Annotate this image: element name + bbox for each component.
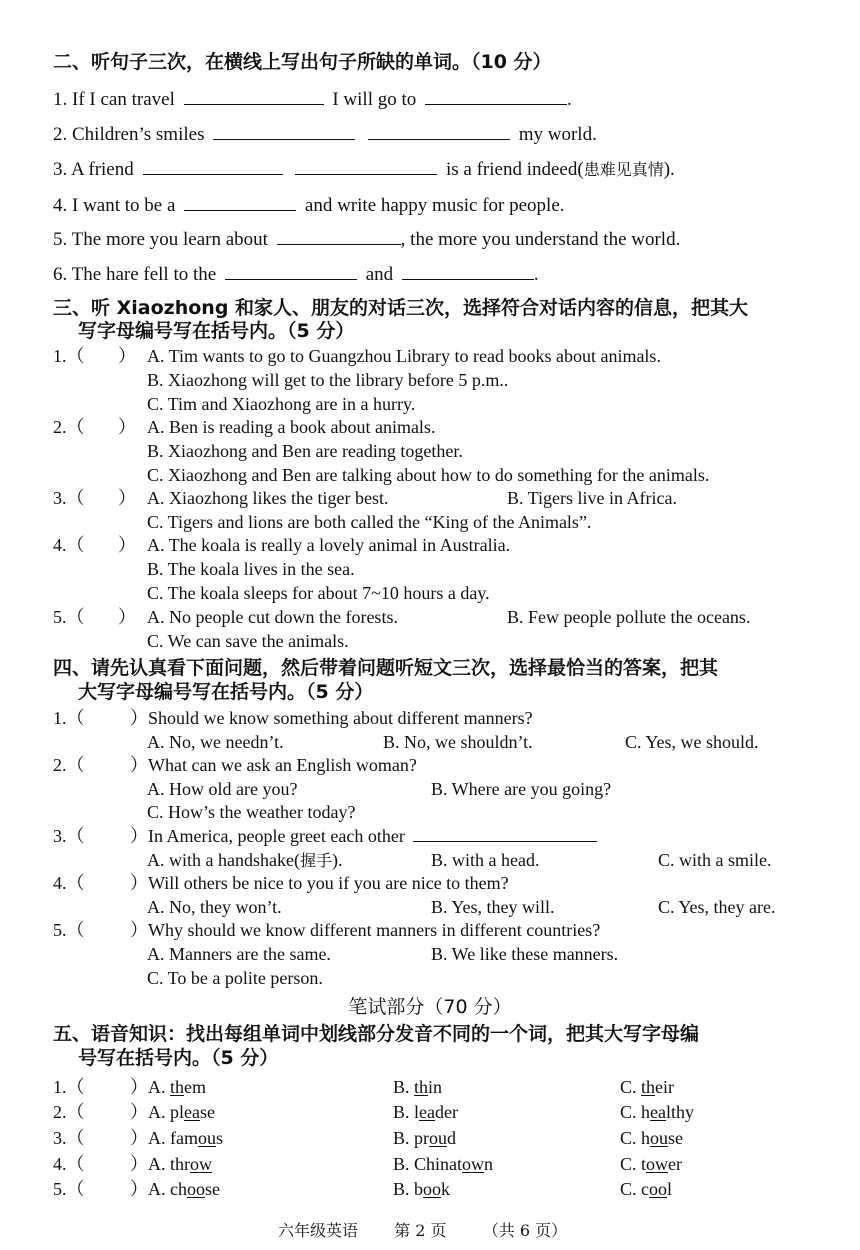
text: 4.（ — [53, 535, 85, 555]
text: ） — [118, 417, 136, 437]
q5-3-bracket[interactable] — [130, 1129, 148, 1147]
q5-1-number — [53, 1078, 85, 1096]
text: lthy — [666, 1102, 695, 1122]
text: 3. A friend — [53, 159, 134, 180]
text: B. — [393, 1077, 415, 1097]
q4-3-number — [53, 827, 85, 845]
text: 1.（ — [53, 708, 85, 728]
q4-4-number — [53, 874, 85, 892]
text: my world. — [518, 124, 597, 145]
text: 5.（ — [53, 607, 85, 627]
q3-5-number — [53, 608, 85, 626]
answer-blank[interactable] — [184, 103, 324, 105]
q5-1-bracket[interactable] — [130, 1078, 148, 1096]
q5-2-option-b — [393, 1103, 458, 1121]
q4-4-option-b: B. Yes, they will. — [431, 897, 555, 917]
q5-5-option-b — [393, 1180, 450, 1198]
q3-5-option-a: A. No people cut down the forests. — [147, 607, 398, 627]
q5-1-option-c — [620, 1078, 674, 1096]
q3-2-option-a: A. Ben is reading a book about animals. — [147, 417, 436, 437]
answer-blank[interactable] — [295, 173, 437, 175]
section-3-title-line2: 写字母编号写在括号内。（5 分） — [78, 320, 355, 342]
underlined-part: ea — [419, 1102, 435, 1122]
text: 3.（ — [53, 488, 85, 508]
underlined-part: th — [641, 1077, 656, 1097]
underlined-part: ou — [650, 1128, 669, 1148]
text: ） — [130, 920, 148, 940]
text: . — [567, 89, 572, 110]
text: 2.（ — [53, 755, 85, 775]
q3-4-option-a: A. The koala is really a lovely animal in Australia. — [147, 535, 511, 555]
text: and — [365, 264, 394, 285]
q4-3-option-c: C. with a smile. — [658, 850, 772, 870]
footer-total-pages: （共 6 页） — [482, 1221, 568, 1240]
q4-1-question: Should we know something about different manners? — [148, 708, 533, 728]
text: A. pl — [148, 1102, 184, 1122]
text: , the more you understand the world. — [400, 229, 681, 250]
underlined-part: oo — [187, 1179, 205, 1199]
text: 2.（ — [53, 1102, 85, 1122]
q3-1-option-a: A. Tim wants to go to Guangzhou Library to read books about animals. — [147, 346, 661, 366]
text: C. c — [620, 1179, 649, 1199]
underlined-part: ou — [197, 1128, 216, 1148]
q3-1-bracket[interactable] — [118, 347, 136, 365]
text: B. l — [393, 1102, 420, 1122]
q4-4-option-c: C. Yes, they are. — [658, 897, 776, 917]
sentence-5 — [53, 230, 680, 249]
q5-5-bracket[interactable] — [130, 1180, 148, 1198]
answer-blank[interactable] — [368, 138, 510, 140]
answer-blank[interactable] — [225, 278, 357, 280]
q4-3-option-b: B. with a head. — [431, 850, 540, 870]
q3-3-bracket[interactable] — [118, 489, 136, 507]
text: In America, people greet each other — [148, 826, 405, 846]
q4-5-option-a: A. Manners are the same. — [147, 944, 331, 964]
text: 2. Children’s smiles — [53, 124, 205, 145]
text: B. b — [393, 1179, 424, 1199]
q4-1-option-b: B. No, we shouldn’t. — [383, 732, 533, 752]
q5-4-option-a — [148, 1155, 212, 1173]
text: 3.（ — [53, 826, 85, 846]
sentence-4 — [53, 196, 565, 215]
q4-4-question: Will others be nice to you if you are nice to them? — [148, 873, 509, 893]
text: C. t — [620, 1154, 647, 1174]
q3-5-bracket[interactable] — [118, 608, 136, 626]
answer-blank[interactable] — [277, 243, 401, 245]
q4-1-option-a: A. No, we needn’t. — [147, 732, 284, 752]
text: A. with a handshake( — [147, 850, 300, 870]
answer-blank[interactable] — [143, 173, 283, 175]
section-2-title: 二、听句子三次，在横线上写出句子所缺的单词。（10 分） — [53, 51, 552, 73]
section-5-title: 五、语音知识：找出每组单词中划线部分发音不同的一个词，把其大写字母编 — [53, 1023, 700, 1045]
q5-2-bracket[interactable] — [130, 1103, 148, 1121]
text: B. Chinat — [393, 1154, 463, 1174]
q3-2-option-c: C. Xiaozhong and Ben are talking about how to do something for the animals. — [147, 465, 710, 485]
q3-4-bracket[interactable] — [118, 536, 136, 554]
text: ） — [130, 1102, 148, 1122]
sentence-3 — [53, 160, 675, 179]
text: n — [484, 1154, 494, 1174]
answer-blank[interactable] — [213, 138, 355, 140]
q3-2-option-b: B. Xiaozhong and Ben are reading together. — [147, 441, 463, 461]
text: se — [668, 1128, 684, 1148]
q5-5-option-a — [148, 1180, 220, 1198]
footer-subject: 六年级英语 — [278, 1221, 359, 1240]
q5-3-number — [53, 1129, 85, 1147]
text: ). — [331, 850, 343, 870]
text: 5.（ — [53, 920, 85, 940]
q3-2-number — [53, 418, 85, 436]
q4-2-option-b: B. Where are you going? — [431, 779, 612, 799]
q4-5-option-c: C. To be a polite person. — [147, 968, 323, 988]
underlined-part: ea — [650, 1102, 666, 1122]
text: ） — [130, 1179, 148, 1199]
answer-blank[interactable] — [413, 840, 597, 842]
text: ） — [118, 346, 136, 366]
text: is a friend indeed( — [446, 159, 584, 180]
text: A. fam — [148, 1128, 198, 1148]
text: ） — [130, 1128, 148, 1148]
text: C. h — [620, 1128, 651, 1148]
text: 4.（ — [53, 1154, 85, 1174]
text: ） — [118, 607, 136, 627]
text: in — [428, 1077, 443, 1097]
q4-5-bracket[interactable] — [130, 921, 148, 939]
q5-2-option-c — [620, 1103, 694, 1121]
q5-1-option-b — [393, 1078, 442, 1096]
text: C. h — [620, 1102, 651, 1122]
q5-5-number — [53, 1180, 85, 1198]
footer-page-number: 第 2 页 — [394, 1221, 447, 1240]
underlined-part: ou — [429, 1128, 447, 1148]
section-3-title: 三、听 Xiaozhong 和家人、朋友的对话三次，选择符合对话内容的信息，把其大 — [53, 297, 749, 319]
text: 4. I want to be a — [53, 195, 176, 216]
underlined-part: ea — [184, 1102, 200, 1122]
sentence-1 — [53, 90, 572, 109]
text: A. ch — [148, 1179, 187, 1199]
text: se — [205, 1179, 220, 1199]
text: ） — [130, 1154, 148, 1174]
text: d — [447, 1128, 456, 1148]
q3-3-option-b: B. Tigers live in Africa. — [507, 488, 677, 508]
q3-4-option-b: B. The koala lives in the sea. — [147, 559, 355, 579]
text: and write happy music for people. — [304, 195, 565, 216]
text: s — [215, 1128, 223, 1148]
q4-1-option-c: C. Yes, we should. — [625, 732, 759, 752]
q3-1-number — [53, 347, 85, 365]
sentence-6 — [53, 265, 539, 284]
text: B. pr — [393, 1128, 429, 1148]
text: . — [533, 264, 539, 285]
q3-3-option-a: A. Xiaozhong likes the tiger best. — [147, 488, 389, 508]
q5-2-option-a — [148, 1103, 215, 1121]
text: 6. The hare fell to the — [53, 264, 217, 285]
q3-4-number — [53, 536, 85, 554]
q4-4-bracket[interactable] — [130, 874, 148, 892]
text: 2.（ — [53, 417, 85, 437]
text: der — [435, 1102, 458, 1122]
section-4-title: 四、请先认真看下面问题，然后带着问题听短文三次，选择最恰当的答案，把其 — [53, 657, 719, 679]
q4-5-option-b: B. We like these manners. — [431, 944, 619, 964]
q4-3-question — [148, 827, 597, 845]
answer-blank[interactable] — [184, 209, 296, 211]
text: C. — [620, 1077, 642, 1097]
q5-4-number — [53, 1155, 85, 1173]
page-footer — [278, 1223, 567, 1239]
underlined-part: ow — [646, 1154, 669, 1174]
q5-4-option-c — [620, 1155, 682, 1173]
text: 1.（ — [53, 346, 85, 366]
underlined-part: oo — [649, 1179, 667, 1199]
chinese-gloss: 患难见真情 — [583, 160, 664, 179]
underlined-part: th — [414, 1077, 429, 1097]
text: eir — [655, 1077, 675, 1097]
q4-2-bracket[interactable] — [130, 756, 148, 774]
written-part-title: 笔试部分（70 分） — [348, 996, 512, 1018]
q4-5-question: Why should we know different manners in different countries? — [148, 920, 601, 940]
q4-2-number — [53, 756, 85, 774]
q4-3-bracket[interactable] — [130, 827, 148, 845]
sentence-2 — [53, 125, 597, 144]
text: ） — [118, 488, 136, 508]
q5-4-bracket[interactable] — [130, 1155, 148, 1173]
text: 4.（ — [53, 873, 85, 893]
text: em — [184, 1077, 207, 1097]
q4-5-number — [53, 921, 85, 939]
text: 1.（ — [53, 1077, 85, 1097]
section-4-title-line2: 大写字母编号写在括号内。（5 分） — [78, 681, 374, 703]
q4-2-question: What can we ask an English woman? — [148, 755, 417, 775]
q3-4-option-c: C. The koala sleeps for about 7~10 hours a day. — [147, 583, 490, 603]
q5-4-option-b — [393, 1155, 493, 1173]
text: ） — [130, 755, 148, 775]
q5-5-option-c — [620, 1180, 672, 1198]
q3-3-option-c: C. Tigers and lions are both called the “King of the Animals”. — [147, 512, 592, 532]
q3-3-number — [53, 489, 85, 507]
text: se — [199, 1102, 215, 1122]
answer-blank[interactable] — [402, 278, 534, 280]
q5-3-option-a — [148, 1129, 223, 1147]
text: 1. If I can travel — [53, 89, 175, 110]
underlined-part: th — [170, 1077, 185, 1097]
text: A. thr — [148, 1154, 190, 1174]
answer-blank[interactable] — [425, 103, 567, 105]
q3-5-option-b: B. Few people pollute the oceans. — [507, 607, 751, 627]
text: ） — [130, 1077, 148, 1097]
q4-2-option-a: A. How old are you? — [147, 779, 298, 799]
underlined-part: oo — [423, 1179, 442, 1199]
text: A. — [148, 1077, 170, 1097]
text: ） — [130, 826, 148, 846]
q3-5-option-c: C. We can save the animals. — [147, 631, 349, 651]
q5-3-option-c — [620, 1129, 683, 1147]
underlined-part: ow — [190, 1154, 212, 1174]
text: ） — [130, 708, 148, 728]
q4-3-option-a — [147, 851, 342, 869]
q5-1-option-a — [148, 1078, 206, 1096]
q5-2-number — [53, 1103, 85, 1121]
text: 5. The more you learn about — [53, 229, 268, 250]
chinese-gloss: 握手 — [299, 851, 332, 870]
text: er — [668, 1154, 682, 1174]
q3-1-option-c: C. Tim and Xiaozhong are in a hurry. — [147, 394, 416, 414]
text: 3.（ — [53, 1128, 85, 1148]
q3-1-option-b: B. Xiaozhong will get to the library before 5 p.m.. — [147, 370, 509, 390]
text: ） — [130, 873, 148, 893]
text: I will go to — [332, 89, 417, 110]
text: k — [441, 1179, 451, 1199]
text: l — [667, 1179, 673, 1199]
q5-3-option-b — [393, 1129, 456, 1147]
q3-2-bracket[interactable] — [118, 418, 136, 436]
q4-2-option-c: C. How’s the weather today? — [147, 802, 356, 822]
text: ). — [663, 159, 675, 180]
underlined-part: ow — [462, 1154, 485, 1174]
text: 5.（ — [53, 1179, 85, 1199]
section-5-title-line2: 号写在括号内。（5 分） — [78, 1047, 279, 1069]
q4-1-number — [53, 709, 85, 727]
text: ） — [118, 535, 136, 555]
q4-4-option-a: A. No, they won’t. — [147, 897, 282, 917]
q4-1-bracket[interactable] — [130, 709, 148, 727]
